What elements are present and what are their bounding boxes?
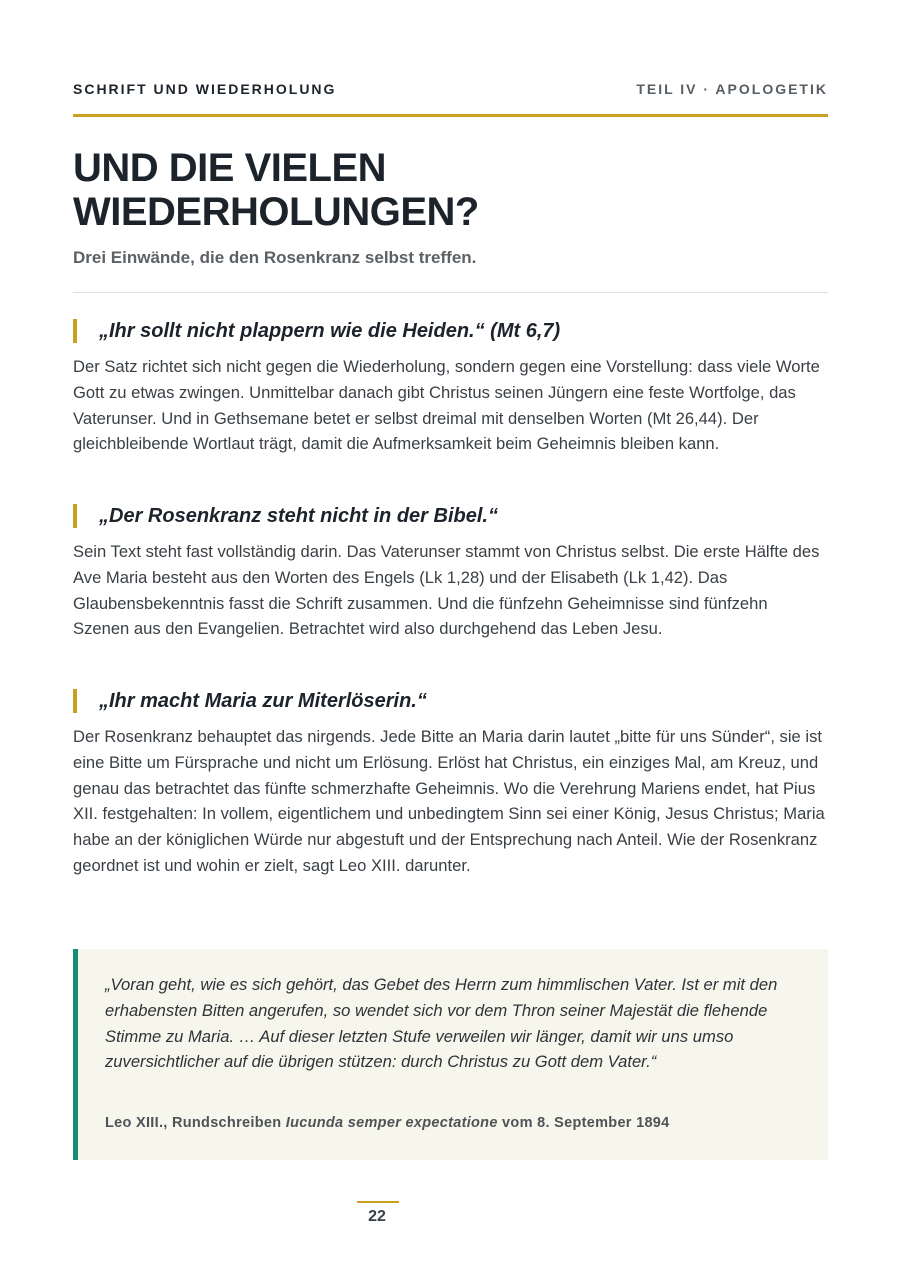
objection-heading: „Der Rosenkranz steht nicht in der Bibel.“ (99, 505, 498, 527)
page-title-line-1: UND DIE VIELEN (73, 146, 387, 190)
header-rule (73, 114, 828, 117)
header-part-label: TEIL IV · APOLOGETIK (636, 81, 828, 97)
blockquote-text: „Voran geht, wie es sich gehört, das Gebet des Herrn zum himmlischen Vater. Ist er mit den erhabensten Bitten angerufen, so wendet sich vor dem Thron seiner Majestät die flehende Stimme zu Maria. … Auf dieser letzten Stufe verweilen wir länger, damit wir uns umso zuversichtlicher auf die übrigen stützen: durch Christus zu Gott dem Vater.“ (105, 975, 778, 1072)
objection-body: Sein Text steht fast vollständig darin. Das Vaterunser stammt von Christus selbst. Die erste Hälfte des Ave Maria besteht aus den Worten des Engels (Lk 1,28) und der Elisabeth (Lk 1,42). Das Glaubensbekenntnis fasst die Schrift zusammen. Und die fünfzehn Geheimnisse sind fünfzehn Szenen aus den Evangelien. Betrachtet wird also durchgehend das Leben Jesu. (73, 542, 820, 639)
source-document-title: Iucunda semper expectatione (285, 1115, 498, 1131)
objection-body: Der Rosenkranz behauptet das nirgends. Jede Bitte an Maria darin lautet „bitte für uns Sünder“, sie ist eine Bitte um Fürsprache und nicht um Erlösung. Erlöst hat Christus, ein einziges Mal, am Kreuz, und genau das betrachtet das fünfte schmerzhafte Geheimnis. Wo die Verehrung Mariens endet, hat Pius XII. festgehalten: In vollem, eigentlichem und unbedingtem Sinn sei einer König, Jesus Christus; Maria habe an der königlichen Würde nur abgestuft und der Entsprechung nach Anteil. Wie der Rosenkranz geordnet ist und wohin er zielt, sagt Leo XIII. darunter. (73, 727, 825, 875)
header-section-title: SCHRIFT UND WIEDERHOLUNG (73, 81, 337, 97)
page-subtitle: Drei Einwände, die den Rosenkranz selbst treffen. (73, 248, 477, 267)
objection-heading-row (73, 318, 828, 346)
objection-heading: „Ihr sollt nicht plappern wie die Heiden.“ (Mt 6,7) (99, 320, 561, 342)
objection-2 (73, 503, 828, 642)
objection-heading-row (73, 688, 828, 716)
source-date: vom 8. September 1894 (497, 1115, 670, 1131)
objection-body: Der Satz richtet sich nicht gegen die Wiederholung, sondern gegen eine Vorstellung: dass viele Worte Gott zu etwas zwingen. Unmittelbar danach gibt Christus seinen Jüngern eine feste Wortfolge, das Vaterunser. Und in Gethsemane betet er selbst dreimal mit denselben Worten (Mt 26,44). Der gleichbleibende Wortlaut trägt, damit die Aufmerksamkeit beim Geheimnis bleiben kann. (73, 357, 820, 454)
objection-marker-bar (73, 504, 77, 528)
footer-rule (357, 1201, 399, 1203)
source-author: Leo XIII., Rundschreiben (105, 1115, 286, 1131)
objection-marker-bar (73, 319, 77, 343)
objection-heading: „Ihr macht Maria zur Miterlöserin.“ (99, 690, 427, 712)
objection-1 (73, 318, 828, 457)
page-title (73, 146, 828, 234)
running-header (73, 80, 828, 98)
blockquote-source (105, 1113, 670, 1133)
objection-heading-row (73, 503, 828, 531)
page-number: 22 (368, 1208, 386, 1225)
objection-3 (73, 688, 828, 879)
divider (73, 292, 828, 293)
blockquote-accent-bar (73, 949, 78, 1160)
page-title-line-2: WIEDERHOLUNGEN? (73, 190, 479, 234)
objection-marker-bar (73, 689, 77, 713)
blockquote (73, 949, 828, 1160)
